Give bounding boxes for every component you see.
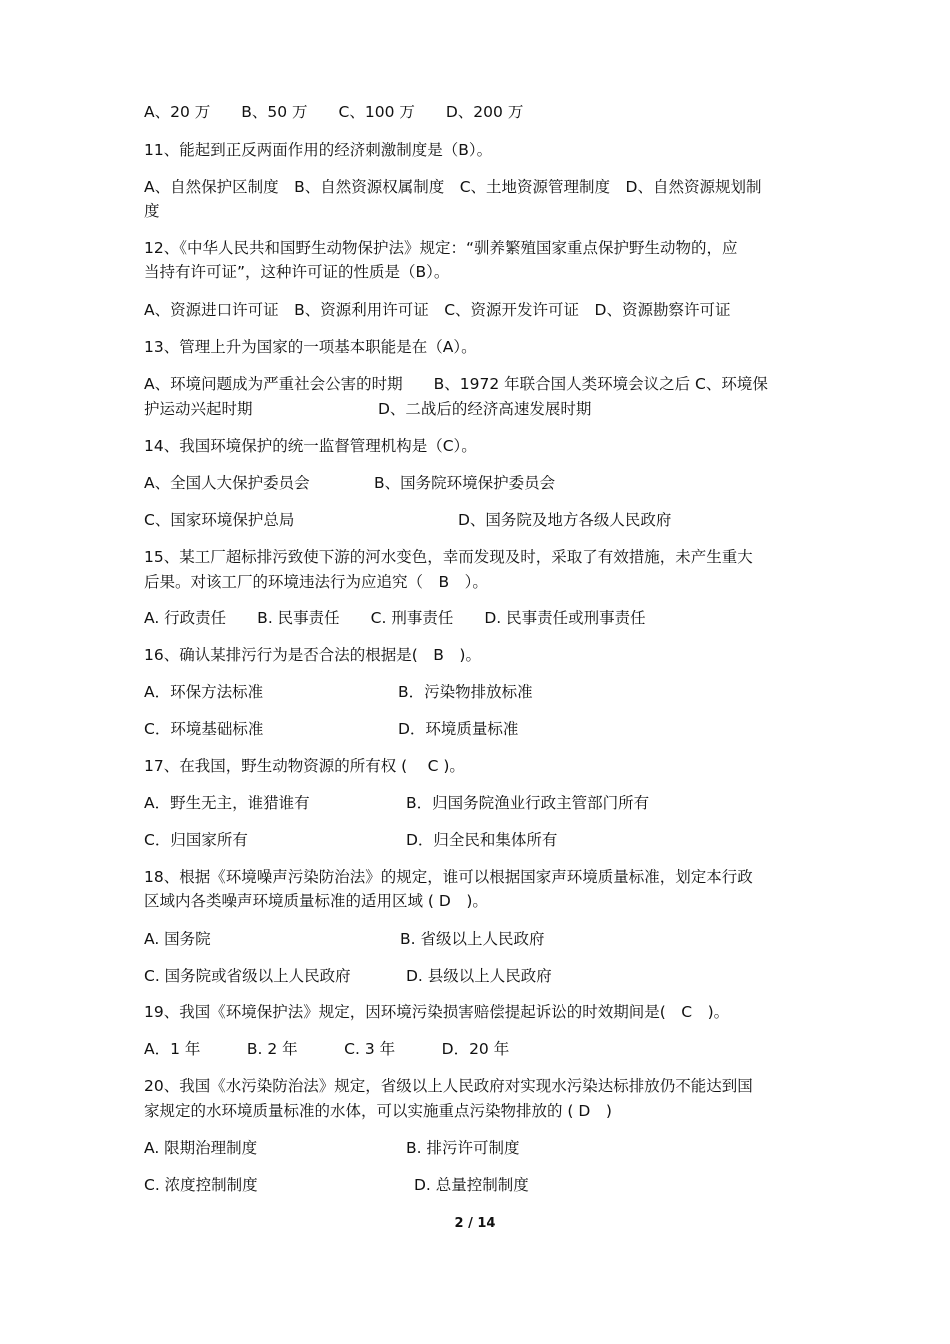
q16-question: 16、确认某排污行为是否合法的根据是( B )。 <box>144 646 481 664</box>
q18-option-c: C. 国务院或省级以上人民政府 <box>144 967 351 985</box>
q16-option-c: C．环境基础标准 <box>144 720 264 738</box>
q12-question: 12、《中华人民共和国野生动物保护法》规定：“驯养繁殖国家重点保护野生动物的，应 <box>144 239 738 257</box>
q14-option-a: A、全国人大保护委员会 <box>144 474 310 492</box>
q14-option-d: D、国务院及地方各级人民政府 <box>458 511 672 529</box>
q13-options-cont: 护运动兴起时期 <box>144 400 253 418</box>
q13-option-d: D、二战后的经济高速发展时期 <box>378 400 592 418</box>
q17-option-b: B．归国务院渔业行政主管部门所有 <box>406 794 650 812</box>
q20-option-d: D. 总量控制制度 <box>414 1176 529 1194</box>
q15-question-cont: 后果。对该工厂的环境违法行为应追究（ B ）。 <box>144 573 488 591</box>
q16-option-b: B．污染物排放标准 <box>398 683 533 701</box>
q20-question: 20、我国《水污染防治法》规定，省级以上人民政府对实现水污染达标排放仍不能达到国 <box>144 1077 753 1095</box>
q20-option-b: B. 排污许可制度 <box>406 1139 520 1157</box>
q15-options: A. 行政责任 B. 民事责任 C. 刑事责任 D. 民事责任或刑事责任 <box>144 609 646 627</box>
q15-question: 15、某工厂超标排污致使下游的河水变色，幸而发现及时，采取了有效措施，未产生重大 <box>144 548 753 566</box>
q17-option-d: D．归全民和集体所有 <box>406 831 558 849</box>
q17-option-c: C．归国家所有 <box>144 831 248 849</box>
q17-option-a: A．野生无主，谁猎谁有 <box>144 794 310 812</box>
q18-option-b: B. 省级以上人民政府 <box>400 930 545 948</box>
q18-question-cont: 区域内各类噪声环境质量标准的适用区域 ( D )。 <box>144 892 488 910</box>
q12-question-cont: 当持有许可证”，这种许可证的性质是（B）。 <box>144 263 450 281</box>
q19-options: A．1 年 B. 2 年 C. 3 年 D．20 年 <box>144 1040 510 1058</box>
q11-options-cont: 度 <box>144 202 160 220</box>
q13-options: A、环境问题成为严重社会公害的时期 B、1972 年联合国人类环境会议之后 C、环境保 <box>144 375 768 393</box>
q16-option-d: D．环境质量标准 <box>398 720 519 738</box>
q18-option-d: D. 县级以上人民政府 <box>406 967 552 985</box>
q17-question: 17、在我国，野生动物资源的所有权 ( C )。 <box>144 757 465 775</box>
q10-options: A、20 万 B、50 万 C、100 万 D、200 万 <box>144 103 524 121</box>
q18-option-a: A. 国务院 <box>144 930 211 948</box>
page-number: 2 / 14 <box>454 1216 496 1231</box>
q14-option-c: C、国家环境保护总局 <box>144 511 295 529</box>
q20-option-a: A. 限期治理制度 <box>144 1139 258 1157</box>
q18-question: 18、根据《环境噪声污染防治法》的规定，谁可以根据国家声环境质量标准，划定本行政 <box>144 868 753 886</box>
q11-options: A、自然保护区制度 B、自然资源权属制度 C、土地资源管理制度 D、自然资源规划制 <box>144 178 762 196</box>
q14-question: 14、我国环境保护的统一监督管理机构是（C）。 <box>144 437 477 455</box>
q20-option-c: C. 浓度控制制度 <box>144 1176 258 1194</box>
q12-options: A、资源进口许可证 B、资源利用许可证 C、资源开发许可证 D、资源勘察许可证 <box>144 301 731 319</box>
q20-question-cont: 家规定的水环境质量标准的水体，可以实施重点污染物排放的 ( D ) <box>144 1102 612 1120</box>
q14-option-b: B、国务院环境保护委员会 <box>374 474 556 492</box>
q19-question: 19、我国《环境保护法》规定，因环境污染损害赔偿提起诉讼的时效期间是( C )。 <box>144 1003 730 1021</box>
q13-question: 13、管理上升为国家的一项基本职能是在（A）。 <box>144 338 477 356</box>
q11-question: 11、能起到正反两面作用的经济刺激制度是（B）。 <box>144 141 493 159</box>
q16-option-a: A．环保方法标准 <box>144 683 264 701</box>
